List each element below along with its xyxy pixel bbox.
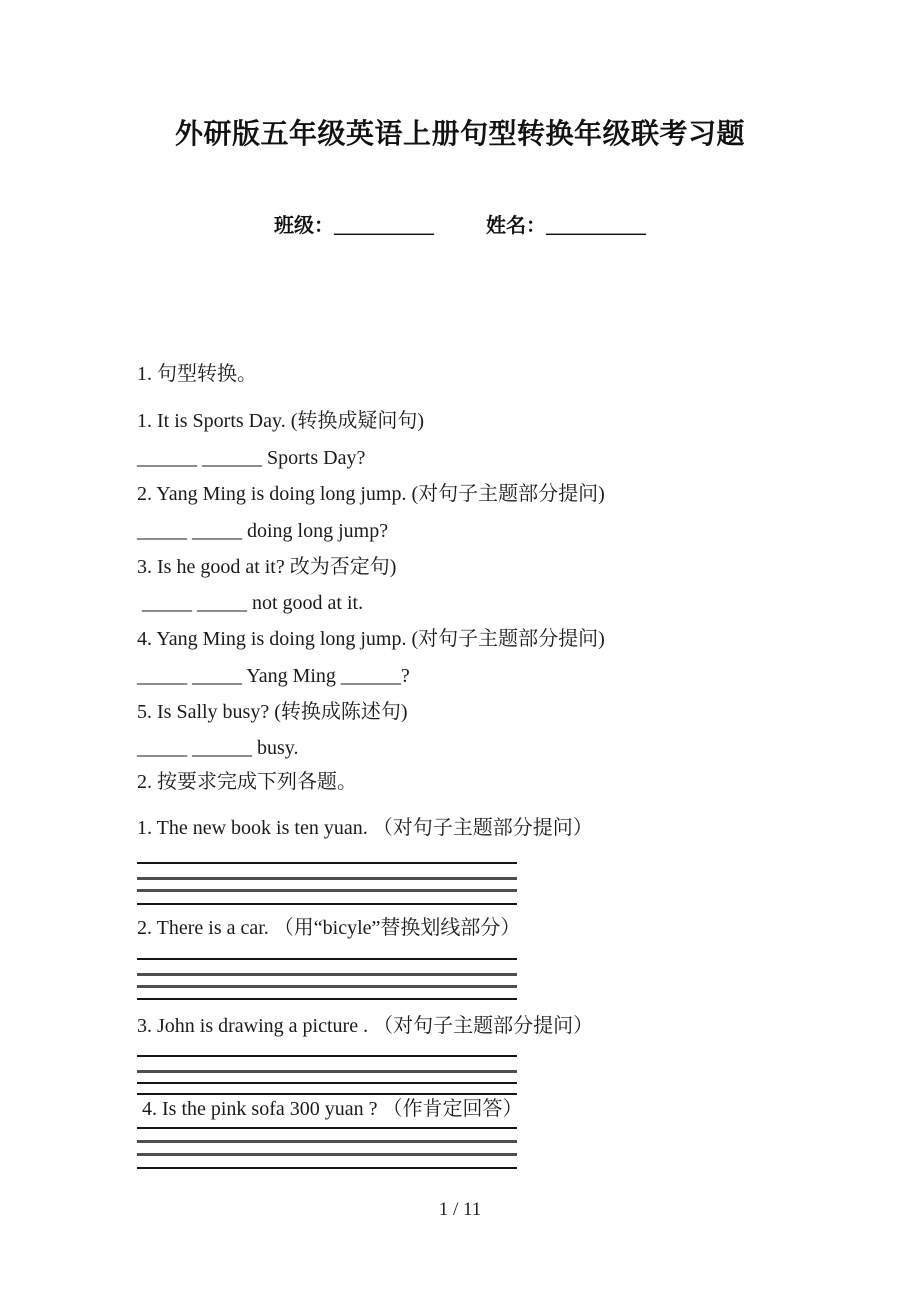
s2-question-1: 1. The new book is ten yuan. （对句子主题部分提问）: [137, 817, 593, 839]
answer-line: [137, 985, 517, 988]
page-number: 1 / 11: [438, 1199, 482, 1220]
s1-question-3: 3. Is he good at it? 改为否定句): [137, 556, 397, 578]
answer-line: [137, 903, 517, 905]
answer-line: [137, 998, 517, 1000]
section1-heading: 1. 句型转换。: [137, 363, 257, 385]
name-label: 姓名：: [486, 215, 546, 237]
class-blank: __________: [334, 215, 434, 237]
answer-line: [137, 1093, 517, 1095]
answer-line: [137, 862, 517, 864]
s2-question-4: 4. Is the pink sofa 300 yuan ? （作肯定回答）: [137, 1098, 523, 1120]
answer-line: [137, 1140, 517, 1143]
answer-line: [137, 1055, 517, 1057]
answer-line: [137, 973, 517, 976]
section2-heading: 2. 按要求完成下列各题。: [137, 771, 357, 793]
page-title: 外研版五年级英语上册句型转换年级联考习题: [174, 118, 745, 149]
s1-answer-blank-5: _____ ______ busy.: [137, 737, 299, 759]
answer-line: [137, 958, 517, 960]
answer-line: [137, 1153, 517, 1156]
answer-line: [137, 1070, 517, 1073]
s1-question-5: 5. Is Sally busy? (转换成陈述句): [137, 701, 408, 723]
s1-answer-blank-1: ______ ______ Sports Day?: [137, 447, 366, 469]
s1-answer-blank-4: _____ _____ Yang Ming ______?: [137, 665, 410, 687]
student-info-row: [0, 209, 920, 238]
answer-line: [137, 889, 517, 892]
s1-question-4: 4. Yang Ming is doing long jump. (对句子主题部分提问): [137, 628, 605, 650]
s2-question-3: 3. John is drawing a picture . （对句子主题部分提问）: [137, 1015, 594, 1037]
s1-answer-blank-3: _____ _____ not good at it.: [137, 592, 364, 614]
class-label: 班级：: [274, 215, 334, 237]
answer-line: [137, 877, 517, 880]
s1-answer-blank-2: _____ _____ doing long jump?: [137, 520, 389, 542]
s1-question-1: 1. It is Sports Day. (转换成疑问句): [137, 410, 425, 432]
s1-question-2: 2. Yang Ming is doing long jump. (对句子主题部分提问): [137, 483, 605, 505]
s2-question-2: 2. There is a car. （用“bicyle”替换划线部分）: [137, 917, 521, 939]
name-blank: __________: [546, 215, 646, 237]
answer-line: [137, 1127, 517, 1129]
answer-line: [137, 1167, 517, 1169]
answer-line: [137, 1082, 517, 1084]
